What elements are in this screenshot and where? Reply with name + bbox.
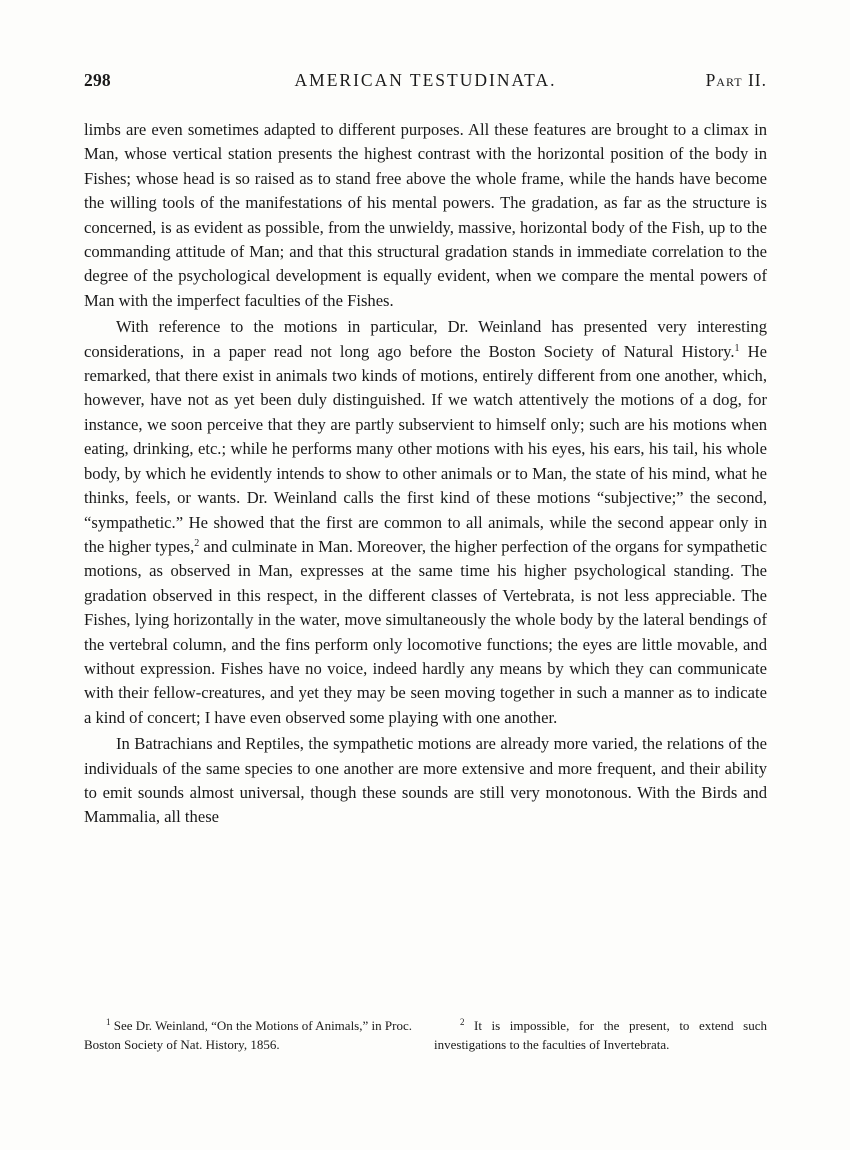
paragraph-1-text: limbs are even sometimes adapted to different purposes. All these features are brought to a climax in Man, whose vertical station presents the highest contrast with the horizontal position of the body in Fishes; whose head is so raised as to stand free above the whole frame, while the hands have become the willing tools of the manifestations of his mental powers. The gradation, as far as the structure is concerned, is as evident as possible, from the unwieldy, massive, horizontal body of the Fish, up to the commanding attitude of Man; and that this structural gradation stands in immediate correlation to the degree of the psychological development is equally evident, when we compare the mental powers of Man with the imperfect faculties of the Fishes.	[84, 120, 767, 310]
paragraph-3	[84, 732, 767, 830]
footnote-1-marker: 1	[106, 1017, 111, 1027]
paragraph-2	[84, 315, 767, 730]
footnote-2-marker: 2	[460, 1017, 465, 1027]
footnote-1-text: See Dr. Weinland, “On the Motions of Animals,” in Proc. Boston Society of Nat. History, 1856.	[84, 1018, 412, 1052]
footnotes	[84, 1016, 767, 1060]
footnote-2	[434, 1016, 767, 1054]
footnote-ref-1: 1	[734, 342, 740, 354]
body-text	[84, 118, 767, 830]
footnote-2-text: It is impossible, for the present, to extend such investigations to the faculties of Invertebrata.	[434, 1018, 767, 1052]
running-header	[84, 70, 767, 96]
page-number: 298	[84, 70, 111, 90]
paragraph-2-text-c: and culminate in Man. Moreover, the higher perfection of the organs for sympathetic motions, as observed in Man, expresses at the same time his higher psychological standing. The gradation observed in this respect, in the different classes of Vertebrata, is not less appreciable. The Fishes, lying horizontally in the water, move simultaneously the whole body by the lateral bendings of the vertebral column, and the fins perform only locomotive functions; the eyes are little movable, and without expression. Fishes have no voice, indeed hardly any means by which they can communicate with their fellow-creatures, and yet they may be seen moving together in such a manner as to indicate a kind of concert; I have even observed some playing with one another.	[84, 536, 768, 727]
footnote-ref-2: 2	[194, 537, 200, 549]
paragraph-2-text-a: With reference to the motions in particular, Dr. Weinland has presented very interesting considerations, in a paper read not long ago before the Boston Society of Natural History.	[84, 317, 767, 361]
footnote-1	[84, 1016, 412, 1054]
part-label: Part II.	[705, 70, 767, 90]
paragraph-3-text: In Batrachians and Reptiles, the sympathetic motions are already more varied, the relations of the individuals of the same species to one another are more extensive and more frequent, and their ability to emit sounds almost universal, though these sounds are still very monotonous. With the Birds and Mammalia, all these	[84, 734, 767, 827]
running-title: AMERICAN TESTUDINATA.	[294, 70, 557, 90]
paragraph-2-text-b: He remarked, that there exist in animals two kinds of motions, entirely different from one another, which, however, have not as yet been duly distinguished. If we watch attentively the motions of a dog, for instance, we soon perceive that they are partly subservient to himself only; such are his motions when eating, drinking, etc.; while he performs many other motions with his eyes, his ears, his tail, his whole body, by which he evidently intends to show to other animals or to Man, the state of his mind, what he thinks, feels, or wants. Dr. Weinland calls the first kind of these motions “subjective;” the second, “sympathetic.” He showed that the first are common to all animals, while the second appear only in the higher types,	[84, 341, 768, 556]
paragraph-1	[84, 118, 767, 313]
